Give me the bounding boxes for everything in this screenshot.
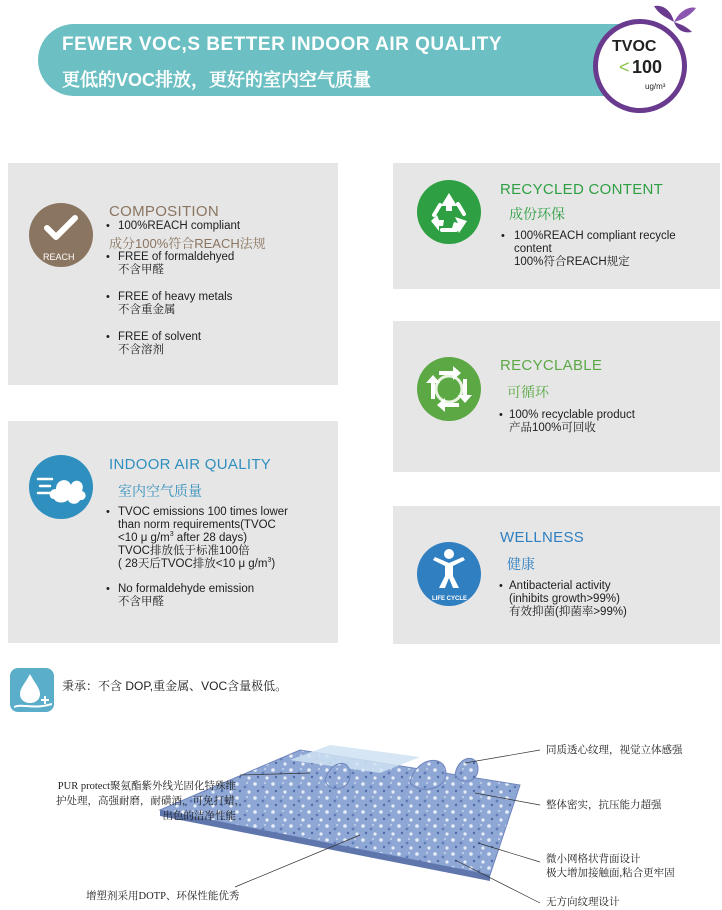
check-icon — [42, 212, 80, 244]
tvoc-badge-unit: ug/m³ — [645, 82, 666, 91]
recyclable-line1: 100% recyclable product — [509, 409, 635, 421]
person-icon — [427, 546, 471, 590]
bullet: • — [106, 331, 110, 343]
bullet: • — [106, 506, 110, 518]
composition-line1: 100%REACH compliant — [118, 220, 241, 232]
indoor-item1-line5: ( 28天后TVOC排放<10 μ $g/m^3$) — [118, 557, 276, 570]
indoor-item1-line4: TVOC排放低于标准100倍 — [118, 545, 250, 557]
recycled-line3: 100%符合REACH规定 — [514, 256, 630, 268]
composition-card — [8, 163, 338, 385]
bullet: • — [499, 409, 503, 421]
indoor-item2-en: No formaldehyde emission — [118, 583, 255, 595]
diagram-label-direction: 无方向纹理设计 — [546, 897, 620, 908]
composition-item1-cn: 不含甲醛 — [118, 264, 164, 276]
indoor-item2-cn: 不含甲醛 — [118, 596, 164, 608]
water-drop-icon — [14, 670, 52, 710]
composition-item2-cn: 不含重金属 — [118, 304, 176, 316]
life-cycle-label: LIFE CYCLE — [432, 596, 468, 602]
bullet: • — [106, 220, 110, 232]
diagram-label-backing-line1: 微小网格状背面设计 — [546, 854, 641, 865]
indoor-item1-line3: <10 μ $g/m^3$ after 28 days) — [118, 531, 248, 544]
wellness-heading-cn: 健康 — [507, 556, 535, 572]
recycle-icon — [424, 187, 474, 237]
composition-item1-en: FREE of formaldehyed — [118, 251, 235, 263]
commitment-text: 秉承：不含 DOP,重金属、VOC含量极低。 — [62, 679, 288, 693]
indoor-item1-line2: than norm requirements(TVOC — [118, 519, 276, 531]
air-cloud-icon — [36, 467, 88, 507]
bullet: • — [501, 230, 505, 242]
composition-item2-en: FREE of heavy metals — [118, 291, 233, 303]
diagram-label-pur-line3: 出色的洁净性能 — [162, 811, 236, 822]
composition-item3-cn: 不含溶剂 — [118, 344, 164, 356]
page-title: FEWER VOC,S BETTER INDOOR AIR QUALITY — [62, 34, 503, 55]
bullet: • — [106, 291, 110, 303]
page-subtitle: 更低的VOC排放，更好的室内空气质量 — [62, 70, 372, 90]
composition-line1-cn: 成分100%符合REACH法规 — [109, 236, 266, 251]
indoor-item1-line1: TVOC emissions 100 times lower — [118, 506, 288, 518]
recyclable-heading-cn: 可循环 — [507, 384, 549, 400]
recycled-heading: RECYCLED CONTENT — [500, 181, 664, 198]
bullet: • — [106, 583, 110, 595]
diagram-label-dense: 整体密实，抗压能力超强 — [546, 800, 662, 811]
composition-heading: COMPOSITION — [109, 203, 219, 220]
diagram-label-pur-line2: 护处理，高强耐磨，耐磺酒，可免打蜡， — [56, 796, 245, 807]
wellness-line2: (inhibits growth>99%) — [509, 593, 620, 605]
indoor-air-heading-cn: 室内空气质量 — [118, 483, 202, 499]
reach-label: REACH — [43, 252, 75, 262]
bullet: • — [499, 580, 503, 592]
wellness-line1: Antibacterial activity — [509, 580, 611, 592]
recycled-line1: 100%REACH compliant recycle — [514, 230, 676, 242]
butterfly-icon — [650, 2, 698, 42]
composition-item3-en: FREE of solvent — [118, 331, 202, 343]
recyclable-heading: RECYCLABLE — [500, 357, 603, 374]
diagram-label-backing-line2: 极大增加接触面,粘合更牢固 — [546, 868, 675, 879]
cycle-arrows-icon — [423, 363, 475, 415]
diagram-label-texture: 同质透心纹理，视觉立体感强 — [546, 745, 683, 756]
tvoc-badge-value: 100 — [632, 57, 663, 77]
recycled-heading-cn: 成份环保 — [509, 206, 565, 222]
tvoc-badge-lt: < — [619, 57, 630, 77]
diagram-label-dotp: 增塑剂采用DOTP、环保性能优秀 — [86, 891, 240, 902]
indoor-air-heading: INDOOR AIR QUALITY — [109, 456, 272, 473]
recycled-line2: content — [514, 243, 552, 255]
wellness-line3: 有效抑菌(抑菌率>99%) — [509, 606, 627, 618]
recyclable-line2: 产品100%可回收 — [509, 422, 596, 434]
tvoc-badge-label: TVOC — [612, 38, 657, 55]
diagram-label-pur-line1: PUR protect聚氨酯紫外线光固化特殊维 — [57, 781, 236, 792]
wellness-heading: WELLNESS — [500, 529, 585, 546]
bullet: • — [106, 251, 110, 263]
